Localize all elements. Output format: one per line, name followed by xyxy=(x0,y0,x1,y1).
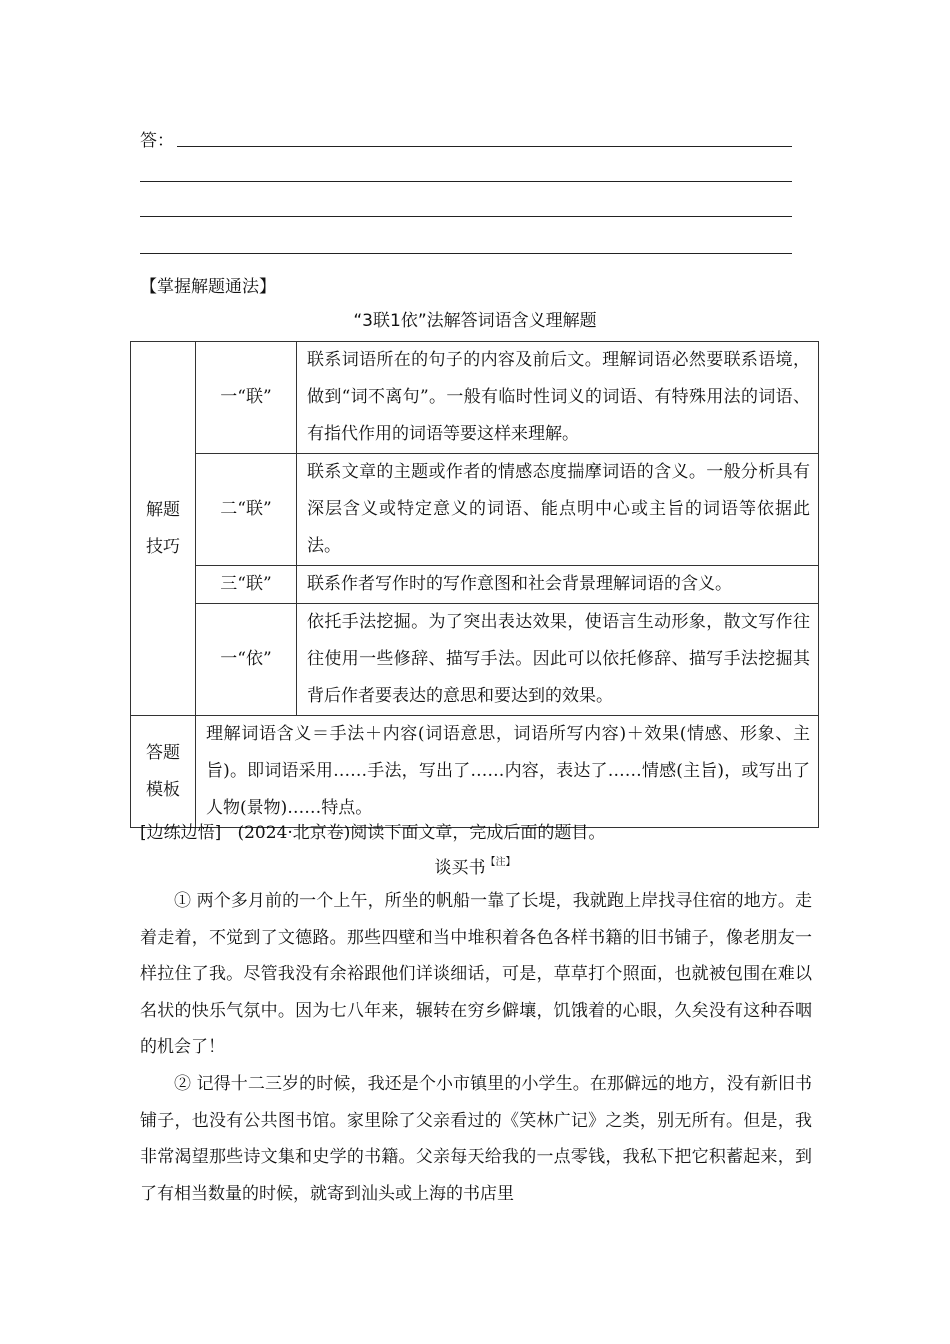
row-label: 二“联” xyxy=(196,454,297,566)
table-row xyxy=(131,604,819,716)
row-text: 依托手法挖掘。为了突出表达效果，使语言生动形象，散文写作往往使用一些修辞、描写手法。因此可以依托修辞、描写手法挖掘其背后作者要表达的意思和要达到的效果。 xyxy=(297,604,819,716)
practice-text: (2024·北京卷)阅读下面文章，完成后面的题目。 xyxy=(237,823,606,843)
row-label: 一“联” xyxy=(196,342,297,454)
answer-line[interactable] xyxy=(140,181,792,182)
table-title: “3联1依”法解答词语含义理解题 xyxy=(353,311,597,331)
method-table xyxy=(130,341,819,828)
template-category-cell xyxy=(131,716,196,828)
answer-line[interactable] xyxy=(177,146,792,147)
table-row xyxy=(131,566,819,604)
row-label: 三“联” xyxy=(196,566,297,604)
table-row xyxy=(131,716,819,828)
practice-tag: [边练边悟] xyxy=(140,823,222,843)
skills-category-cell xyxy=(131,342,196,716)
template-label-line-2: 模板 xyxy=(146,779,180,800)
table-row xyxy=(131,342,819,454)
article-title: 谈买书 xyxy=(434,858,486,878)
template-text: 理解词语含义＝手法＋内容(词语意思，词语所写内容)＋效果(情感、形象、主旨)。即词语采用……手法，写出了……内容，表达了……情感(主旨)，或写出了人物(景物)……特点。 xyxy=(196,716,819,828)
article-paragraph: ① 两个多月前的一个上午，所坐的帆船一靠了长堤，我就跑上岸找寻住宿的地方。走着走着，不觉到了文德路。那些四壁和当中堆积着各色各样书籍的旧书铺子，像老朋友一样拉住了我。尽管我没有余裕跟他们详谈细话，可是，草草打个照面，也就被包围在难以名状的快乐气氛中。因为七八年来，辗转在穷乡僻壤，饥饿着的心眼，久矣没有这种吞咽的机会了！ xyxy=(140,891,812,1057)
template-label-line-1: 答题 xyxy=(146,742,180,763)
answer-line[interactable] xyxy=(140,253,792,254)
answer-line[interactable] xyxy=(140,216,792,217)
article-paragraph: ② 记得十二三岁的时候，我还是个小市镇里的小学生。在那僻远的地方，没有新旧书铺子，也没有公共图书馆。家里除了父亲看过的《笑林广记》之类，别无所有。但是，我非常渴望那些诗文集和史学的书籍。父亲每天给我的一点零钱，我私下把它积蓄起来，到了有相当数量的时候，就寄到汕头或上海的书店里 xyxy=(140,1074,812,1204)
skills-label-line-2: 技巧 xyxy=(146,536,180,557)
table-row xyxy=(131,454,819,566)
row-label: 一“依” xyxy=(196,604,297,716)
row-text: 联系词语所在的句子的内容及前后文。理解词语必然要联系语境，做到“词不离句”。一般有临时性词义的词语、有特殊用法的词语、有指代作用的词语等要这样来理解。 xyxy=(297,342,819,454)
row-text: 联系文章的主题或作者的情感态度揣摩词语的含义。一般分析具有深层含义或特定意义的词语、能点明中心或主旨的词语等依据此法。 xyxy=(297,454,819,566)
row-text: 联系作者写作时的写作意图和社会背景理解词语的含义。 xyxy=(297,566,819,604)
skills-label-line-1: 解题 xyxy=(146,499,180,520)
answer-label: 答： xyxy=(140,131,174,151)
article-note-marker: 【注】 xyxy=(485,857,516,868)
article-title-line xyxy=(0,853,950,878)
practice-line xyxy=(140,818,605,843)
section-heading: 【掌握解题通法】 xyxy=(140,277,276,297)
